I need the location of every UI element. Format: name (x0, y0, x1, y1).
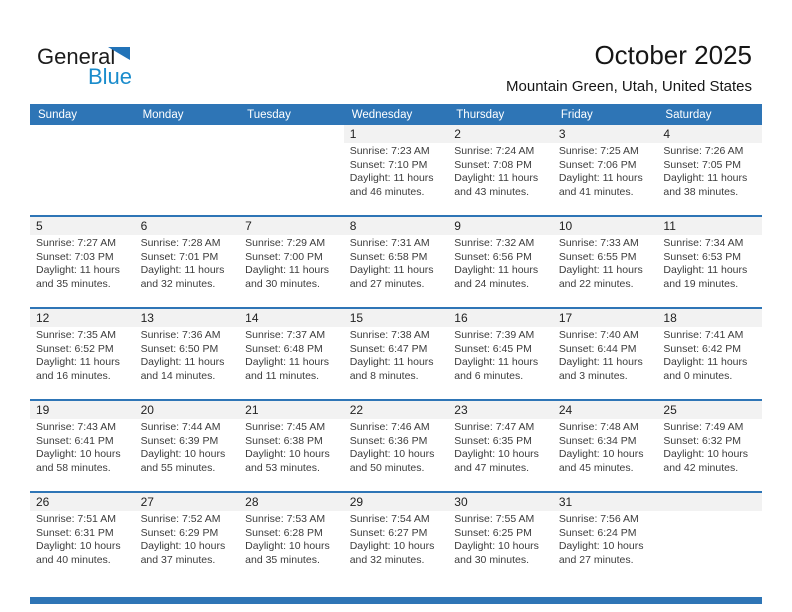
day-cell-13 (135, 309, 240, 399)
day-details (553, 419, 658, 475)
day-number: 15 (344, 309, 449, 327)
daylight-text: Daylight: 10 hours (140, 540, 226, 552)
sunset-text: Sunset: 6:47 PM (349, 342, 428, 355)
day-details (657, 143, 762, 199)
day-number: 26 (30, 493, 135, 511)
day-details (657, 235, 762, 291)
day-details (135, 235, 240, 291)
daylight-minutes-text: and 22 minutes. (558, 277, 634, 290)
daylight-text: Daylight: 11 hours (558, 172, 643, 184)
day-number: 27 (135, 493, 240, 511)
daylight-minutes-text: and 38 minutes. (663, 185, 739, 198)
sunset-text: Sunset: 6:44 PM (558, 342, 637, 355)
day-details (448, 327, 553, 383)
day-number: 24 (553, 401, 658, 419)
daylight-text: Daylight: 11 hours (663, 172, 748, 184)
day-number: 31 (553, 493, 658, 511)
sunrise-text: Sunrise: 7:47 AM (454, 421, 535, 433)
day-details (30, 511, 135, 567)
logo-text-general: General (37, 44, 116, 69)
daylight-minutes-text: and 40 minutes. (36, 553, 111, 566)
day-cell-24 (553, 401, 658, 491)
sunset-text: Sunset: 6:55 PM (558, 250, 637, 263)
daylight-text: Daylight: 10 hours (454, 448, 539, 460)
daylight-text: Daylight: 10 hours (245, 448, 330, 460)
day-cell-2 (448, 125, 553, 215)
day-details (344, 419, 449, 475)
daylight-text: Daylight: 11 hours (558, 356, 643, 368)
week-row-4 (30, 399, 762, 491)
day-details (30, 419, 135, 475)
sunset-text: Sunset: 6:48 PM (245, 342, 323, 355)
day-number: 1 (344, 125, 449, 143)
daylight-minutes-text: and 42 minutes. (663, 461, 739, 474)
daylight-text: Daylight: 11 hours (140, 264, 225, 276)
day-cell-16 (448, 309, 553, 399)
day-number: 28 (239, 493, 344, 511)
daylight-text: Daylight: 10 hours (36, 448, 121, 460)
day-cell-19 (30, 401, 135, 491)
sunset-text: Sunset: 7:03 PM (36, 250, 114, 263)
day-number: 23 (448, 401, 553, 419)
day-details (657, 327, 762, 383)
day-cell-21 (239, 401, 344, 491)
logo-text-blue: Blue (88, 64, 133, 89)
day-number: 4 (657, 125, 762, 143)
sunset-text: Sunset: 6:35 PM (454, 434, 532, 447)
week-row-2 (30, 215, 762, 307)
day-cell-31 (553, 493, 658, 583)
sunset-text: Sunset: 6:39 PM (140, 434, 219, 447)
day-number: 10 (553, 217, 658, 235)
sunrise-text: Sunrise: 7:36 AM (140, 329, 221, 341)
empty-day-number (239, 125, 344, 143)
day-number: 11 (657, 217, 762, 235)
day-cell-29 (344, 493, 449, 583)
empty-cell (657, 493, 762, 583)
sunrise-text: Sunrise: 7:24 AM (454, 145, 535, 157)
day-cell-10 (553, 217, 658, 307)
day-number: 20 (135, 401, 240, 419)
sunset-text: Sunset: 7:01 PM (140, 250, 219, 263)
day-cell-1 (344, 125, 449, 215)
sunrise-text: Sunrise: 7:44 AM (140, 421, 221, 433)
page-title: October 2025 (594, 40, 752, 70)
sunset-text: Sunset: 6:42 PM (663, 342, 742, 355)
weekday-header-saturday: Saturday (665, 108, 712, 121)
sunset-text: Sunset: 6:24 PM (558, 526, 637, 539)
sunset-text: Sunset: 6:41 PM (36, 434, 114, 447)
day-number: 8 (344, 217, 449, 235)
daylight-minutes-text: and 55 minutes. (140, 461, 216, 474)
daylight-minutes-text: and 32 minutes. (349, 553, 425, 566)
daylight-text: Daylight: 11 hours (36, 356, 120, 368)
daylight-minutes-text: and 16 minutes. (36, 369, 111, 382)
day-cell-22 (344, 401, 449, 491)
footer-bar (30, 597, 762, 604)
daylight-text: Daylight: 11 hours (663, 264, 748, 276)
day-details (448, 419, 553, 475)
daylight-minutes-text: and 11 minutes. (245, 369, 320, 382)
daylight-minutes-text: and 30 minutes. (245, 277, 320, 290)
day-details (135, 511, 240, 567)
day-number: 5 (30, 217, 135, 235)
sunset-text: Sunset: 6:34 PM (558, 434, 637, 447)
empty-cell (239, 125, 344, 215)
day-cell-28 (239, 493, 344, 583)
daylight-text: Daylight: 11 hours (454, 356, 539, 368)
day-cell-3 (553, 125, 658, 215)
sunrise-text: Sunrise: 7:51 AM (36, 513, 116, 525)
day-details (553, 511, 658, 567)
daylight-text: Daylight: 10 hours (663, 448, 749, 460)
day-details (239, 235, 344, 291)
sunrise-text: Sunrise: 7:41 AM (663, 329, 744, 341)
sunset-text: Sunset: 6:36 PM (349, 434, 428, 447)
weekday-header-thursday: Thursday (456, 108, 505, 121)
sunrise-text: Sunrise: 7:33 AM (558, 237, 639, 249)
sunset-text: Sunset: 6:31 PM (36, 526, 114, 539)
weekday-header-friday: Friday (560, 108, 593, 121)
daylight-text: Daylight: 10 hours (245, 540, 330, 552)
sunrise-text: Sunrise: 7:37 AM (245, 329, 326, 341)
daylight-text: Daylight: 11 hours (349, 356, 434, 368)
daylight-minutes-text: and 35 minutes. (36, 277, 111, 290)
logo-triangle-icon (108, 47, 130, 60)
daylight-minutes-text: and 30 minutes. (454, 553, 529, 566)
day-number: 2 (448, 125, 553, 143)
daylight-text: Daylight: 11 hours (349, 264, 434, 276)
sunset-text: Sunset: 6:28 PM (245, 526, 323, 539)
day-details (344, 143, 449, 199)
daylight-minutes-text: and 14 minutes. (140, 369, 216, 382)
day-cell-9 (448, 217, 553, 307)
sunrise-text: Sunrise: 7:46 AM (349, 421, 430, 433)
daylight-text: Daylight: 11 hours (245, 264, 329, 276)
sunrise-text: Sunrise: 7:23 AM (349, 145, 430, 157)
daylight-minutes-text: and 27 minutes. (558, 553, 634, 566)
daylight-minutes-text: and 43 minutes. (454, 185, 529, 198)
sunset-text: Sunset: 7:05 PM (663, 158, 742, 171)
daylight-minutes-text: and 53 minutes. (245, 461, 320, 474)
day-details (30, 235, 135, 291)
day-cell-26 (30, 493, 135, 583)
day-details (344, 235, 449, 291)
day-cell-25 (657, 401, 762, 491)
sunset-text: Sunset: 6:38 PM (245, 434, 323, 447)
sunset-text: Sunset: 6:32 PM (663, 434, 742, 447)
sunrise-text: Sunrise: 7:55 AM (454, 513, 535, 525)
sunset-text: Sunset: 6:27 PM (349, 526, 428, 539)
sunset-text: Sunset: 6:53 PM (663, 250, 742, 263)
day-cell-11 (657, 217, 762, 307)
sunrise-text: Sunrise: 7:49 AM (663, 421, 744, 433)
day-details (448, 143, 553, 199)
daylight-text: Daylight: 11 hours (454, 264, 539, 276)
day-number: 16 (448, 309, 553, 327)
sunset-text: Sunset: 7:08 PM (454, 158, 532, 171)
day-details (344, 327, 449, 383)
weekday-header-tuesday: Tuesday (247, 108, 291, 121)
sunrise-text: Sunrise: 7:31 AM (349, 237, 430, 249)
day-cell-17 (553, 309, 658, 399)
day-cell-8 (344, 217, 449, 307)
daylight-minutes-text: and 3 minutes. (558, 369, 628, 382)
day-details (30, 327, 135, 383)
daylight-text: Daylight: 11 hours (558, 264, 643, 276)
week-row-5 (30, 491, 762, 583)
sunset-text: Sunset: 6:45 PM (454, 342, 532, 355)
day-cell-23 (448, 401, 553, 491)
day-number: 17 (553, 309, 658, 327)
day-number: 25 (657, 401, 762, 419)
day-number: 14 (239, 309, 344, 327)
sunrise-text: Sunrise: 7:56 AM (558, 513, 639, 525)
sunset-text: Sunset: 6:52 PM (36, 342, 114, 355)
day-number: 29 (344, 493, 449, 511)
sunset-text: Sunset: 6:58 PM (349, 250, 428, 263)
day-number: 19 (30, 401, 135, 419)
sunset-text: Sunset: 6:25 PM (454, 526, 532, 539)
sunrise-text: Sunrise: 7:45 AM (245, 421, 326, 433)
empty-day-number (135, 125, 240, 143)
daylight-text: Daylight: 10 hours (36, 540, 121, 552)
day-details (657, 419, 762, 475)
daylight-minutes-text: and 58 minutes. (36, 461, 111, 474)
day-number: 3 (553, 125, 658, 143)
day-number: 13 (135, 309, 240, 327)
daylight-minutes-text: and 8 minutes. (349, 369, 419, 382)
day-number: 22 (344, 401, 449, 419)
sunrise-text: Sunrise: 7:29 AM (245, 237, 326, 249)
daylight-minutes-text: and 46 minutes. (349, 185, 425, 198)
daylight-text: Daylight: 11 hours (454, 172, 539, 184)
sunrise-text: Sunrise: 7:40 AM (558, 329, 639, 341)
day-details (239, 419, 344, 475)
page-subtitle: Mountain Green, Utah, United States (506, 78, 752, 95)
sunrise-text: Sunrise: 7:53 AM (245, 513, 326, 525)
daylight-minutes-text: and 45 minutes. (558, 461, 634, 474)
day-details (448, 235, 553, 291)
daylight-minutes-text: and 35 minutes. (245, 553, 320, 566)
sunrise-text: Sunrise: 7:25 AM (558, 145, 639, 157)
day-details (344, 511, 449, 567)
daylight-minutes-text: and 19 minutes. (663, 277, 739, 290)
empty-day-number (657, 493, 762, 511)
daylight-minutes-text: and 47 minutes. (454, 461, 529, 474)
sunrise-text: Sunrise: 7:39 AM (454, 329, 535, 341)
daylight-text: Daylight: 10 hours (454, 540, 539, 552)
sunrise-text: Sunrise: 7:27 AM (36, 237, 116, 249)
daylight-minutes-text: and 6 minutes. (454, 369, 524, 382)
daylight-text: Daylight: 10 hours (140, 448, 226, 460)
day-details (135, 327, 240, 383)
daylight-text: Daylight: 11 hours (36, 264, 120, 276)
daylight-text: Daylight: 10 hours (558, 448, 644, 460)
sunrise-text: Sunrise: 7:32 AM (454, 237, 535, 249)
day-number: 12 (30, 309, 135, 327)
daylight-text: Daylight: 11 hours (349, 172, 434, 184)
empty-cell (30, 125, 135, 215)
day-cell-6 (135, 217, 240, 307)
sunrise-text: Sunrise: 7:43 AM (36, 421, 116, 433)
sunrise-text: Sunrise: 7:38 AM (349, 329, 430, 341)
calendar-body (30, 125, 762, 583)
daylight-text: Daylight: 10 hours (558, 540, 644, 552)
day-details (448, 511, 553, 567)
weekday-header-wednesday: Wednesday (351, 108, 413, 121)
daylight-text: Daylight: 10 hours (349, 540, 435, 552)
day-cell-5 (30, 217, 135, 307)
day-number: 9 (448, 217, 553, 235)
daylight-text: Daylight: 11 hours (245, 356, 329, 368)
sunset-text: Sunset: 7:00 PM (245, 250, 323, 263)
day-details (553, 235, 658, 291)
daylight-text: Daylight: 10 hours (349, 448, 435, 460)
day-number: 18 (657, 309, 762, 327)
sunrise-text: Sunrise: 7:28 AM (140, 237, 221, 249)
day-cell-20 (135, 401, 240, 491)
day-number: 7 (239, 217, 344, 235)
sunrise-text: Sunrise: 7:52 AM (140, 513, 221, 525)
sunset-text: Sunset: 6:56 PM (454, 250, 532, 263)
daylight-minutes-text: and 37 minutes. (140, 553, 216, 566)
daylight-text: Daylight: 11 hours (140, 356, 225, 368)
day-number: 6 (135, 217, 240, 235)
sunrise-text: Sunrise: 7:54 AM (349, 513, 430, 525)
weekday-header-sunday: Sunday (38, 108, 78, 121)
week-row-1 (30, 125, 762, 215)
sunset-text: Sunset: 6:29 PM (140, 526, 219, 539)
sunset-text: Sunset: 7:10 PM (349, 158, 428, 171)
daylight-minutes-text: and 50 minutes. (349, 461, 425, 474)
day-cell-14 (239, 309, 344, 399)
day-cell-12 (30, 309, 135, 399)
daylight-text: Daylight: 11 hours (663, 356, 748, 368)
daylight-minutes-text: and 24 minutes. (454, 277, 529, 290)
empty-day-number (30, 125, 135, 143)
day-details (239, 327, 344, 383)
sunrise-text: Sunrise: 7:35 AM (36, 329, 116, 341)
day-cell-30 (448, 493, 553, 583)
daylight-minutes-text: and 27 minutes. (349, 277, 425, 290)
day-cell-7 (239, 217, 344, 307)
sunrise-text: Sunrise: 7:48 AM (558, 421, 639, 433)
daylight-minutes-text: and 0 minutes. (663, 369, 733, 382)
day-details (553, 327, 658, 383)
day-number: 30 (448, 493, 553, 511)
weekday-header-monday: Monday (142, 108, 184, 121)
daylight-minutes-text: and 41 minutes. (558, 185, 634, 198)
sunrise-text: Sunrise: 7:26 AM (663, 145, 744, 157)
day-details (553, 143, 658, 199)
empty-cell (135, 125, 240, 215)
day-cell-4 (657, 125, 762, 215)
daylight-minutes-text: and 32 minutes. (140, 277, 216, 290)
sunset-text: Sunset: 7:06 PM (558, 158, 637, 171)
day-cell-27 (135, 493, 240, 583)
sunset-text: Sunset: 6:50 PM (140, 342, 219, 355)
day-cell-15 (344, 309, 449, 399)
day-cell-18 (657, 309, 762, 399)
sunrise-text: Sunrise: 7:34 AM (663, 237, 744, 249)
week-row-3 (30, 307, 762, 399)
calendar-table (30, 104, 762, 583)
day-number: 21 (239, 401, 344, 419)
day-details (239, 511, 344, 567)
day-details (135, 419, 240, 475)
weekday-header-row (30, 104, 762, 125)
